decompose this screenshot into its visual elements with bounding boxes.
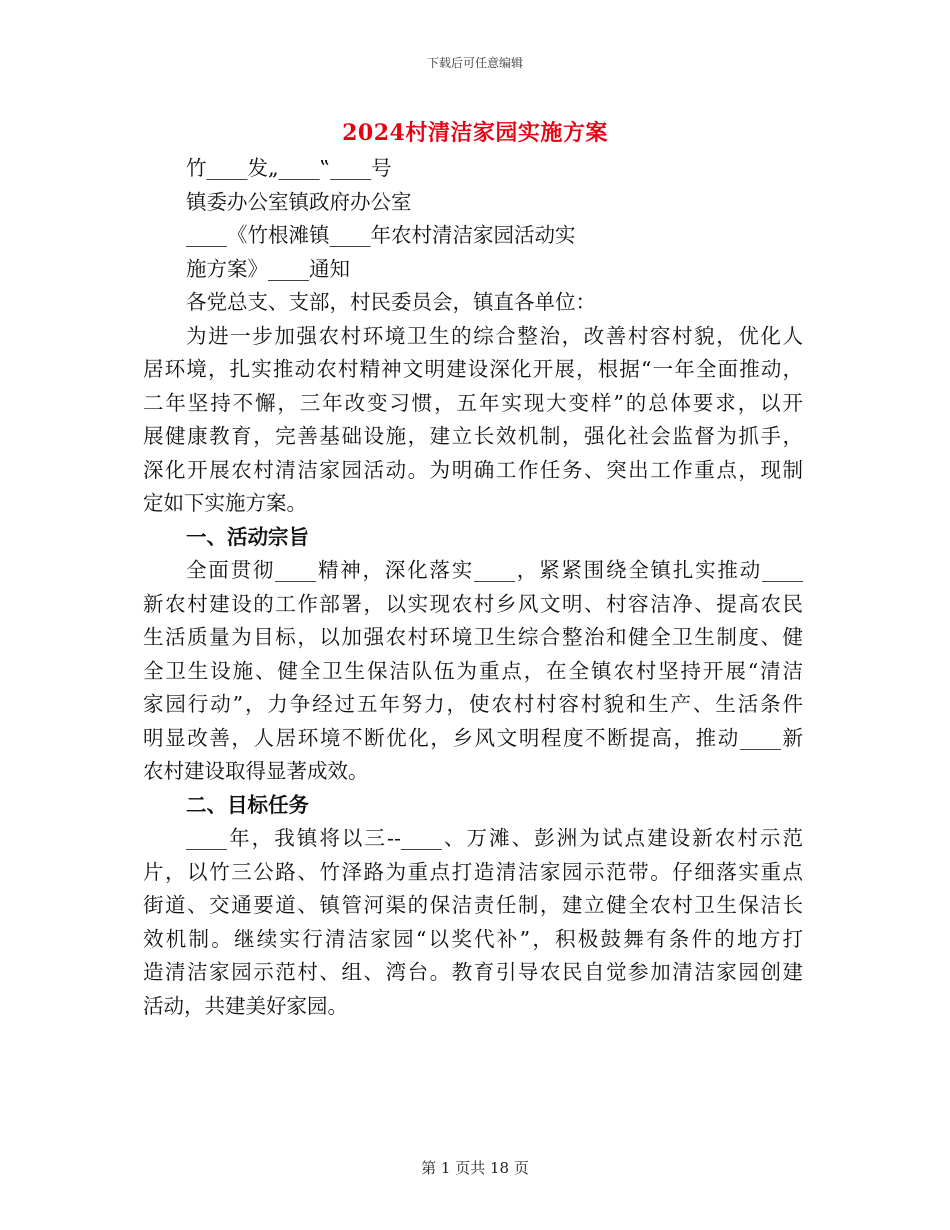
body-text-line: 效机制。继续实行清洁家园“以奖代补”，积极鼓舞有条件的地方打 bbox=[143, 926, 803, 951]
body-text-line: ____年，我镇将以三--____、万滩、彭洲为试点建设新农村示范 bbox=[186, 826, 803, 850]
body-text-line: 活动，共建美好家园。 bbox=[143, 993, 348, 1018]
body-text-line: 街道、交通要道、镇管河渠的保洁责任制，建立健全农村卫生保洁长 bbox=[143, 893, 803, 917]
body-text-line: 全面贯彻____精神，深化落实____，紧紧围绕全镇扎实推动____ bbox=[186, 558, 803, 582]
body-text-line: 农村建设取得显著成效。 bbox=[143, 759, 369, 783]
body-text-line: 生活质量为目标，以加强农村环境卫生综合整治和健全卫生制度、健 bbox=[143, 625, 803, 649]
document-body bbox=[143, 152, 803, 1023]
body-text-line: 定如下实施方案。 bbox=[143, 491, 307, 515]
body-text-line: 新农村建设的工作部署，以实现农村乡风文明、村容洁净、提高农民 bbox=[143, 591, 803, 616]
header-note: 下载后可任意编辑 bbox=[426, 56, 523, 70]
body-text-line: 展健康教育，完善基础设施，建立长效机制，强化社会监督为抓手， bbox=[143, 424, 803, 448]
section-heading: 二、目标任务 bbox=[186, 792, 309, 817]
body-text-line: 为进一步加强农村环境卫生的综合整治，改善村容村貌，优化人 bbox=[186, 323, 803, 348]
section-heading: 一、活动宗旨 bbox=[186, 524, 309, 549]
body-text-line: 施方案》____通知 bbox=[186, 256, 350, 281]
body-text-line: 家园行动”，力争经过五年努力，使农村村容村貌和生产、生活条件 bbox=[143, 692, 803, 716]
body-text-line: 深化开展农村清洁家园活动。为明确工作任务、突出工作重点，现制 bbox=[143, 457, 803, 482]
body-text-line: 居环境，扎实推动农村精神文明建设深化开展，根据“一年全面推动， bbox=[143, 357, 803, 381]
body-text-line: 造清洁家园示范村、组、湾台。教育引导农民自觉参加清洁家园创建 bbox=[143, 960, 803, 984]
body-text-line: 镇委办公室镇政府办公室 bbox=[186, 189, 412, 214]
body-text-line: 明显改善，人居环境不断优化，乡风文明程度不断提高，推动____新 bbox=[143, 725, 803, 750]
body-text-line: 各党总支、支部，村民委员会，镇直各单位： bbox=[186, 290, 596, 314]
body-text-line: 全卫生设施、健全卫生保洁队伍为重点，在全镇农村坚持开展“清洁 bbox=[143, 658, 803, 683]
body-text-line: ____《竹根滩镇____年农村清洁家园活动实 bbox=[186, 223, 576, 247]
body-text-line: 片，以竹三公路、竹泽路为重点打造清洁家园示范带。仔细落实重点 bbox=[143, 859, 803, 884]
document-title: 2024村清洁家园实施方案 bbox=[342, 120, 608, 146]
page-number-footer: 第 1 页共 18 页 bbox=[421, 1159, 529, 1177]
body-text-line: 二年坚持不懈，三年改变习惯，五年实现大变样”的总体要求，以开 bbox=[143, 390, 803, 415]
body-text-line: 竹____发„____‟____号 bbox=[186, 156, 392, 180]
